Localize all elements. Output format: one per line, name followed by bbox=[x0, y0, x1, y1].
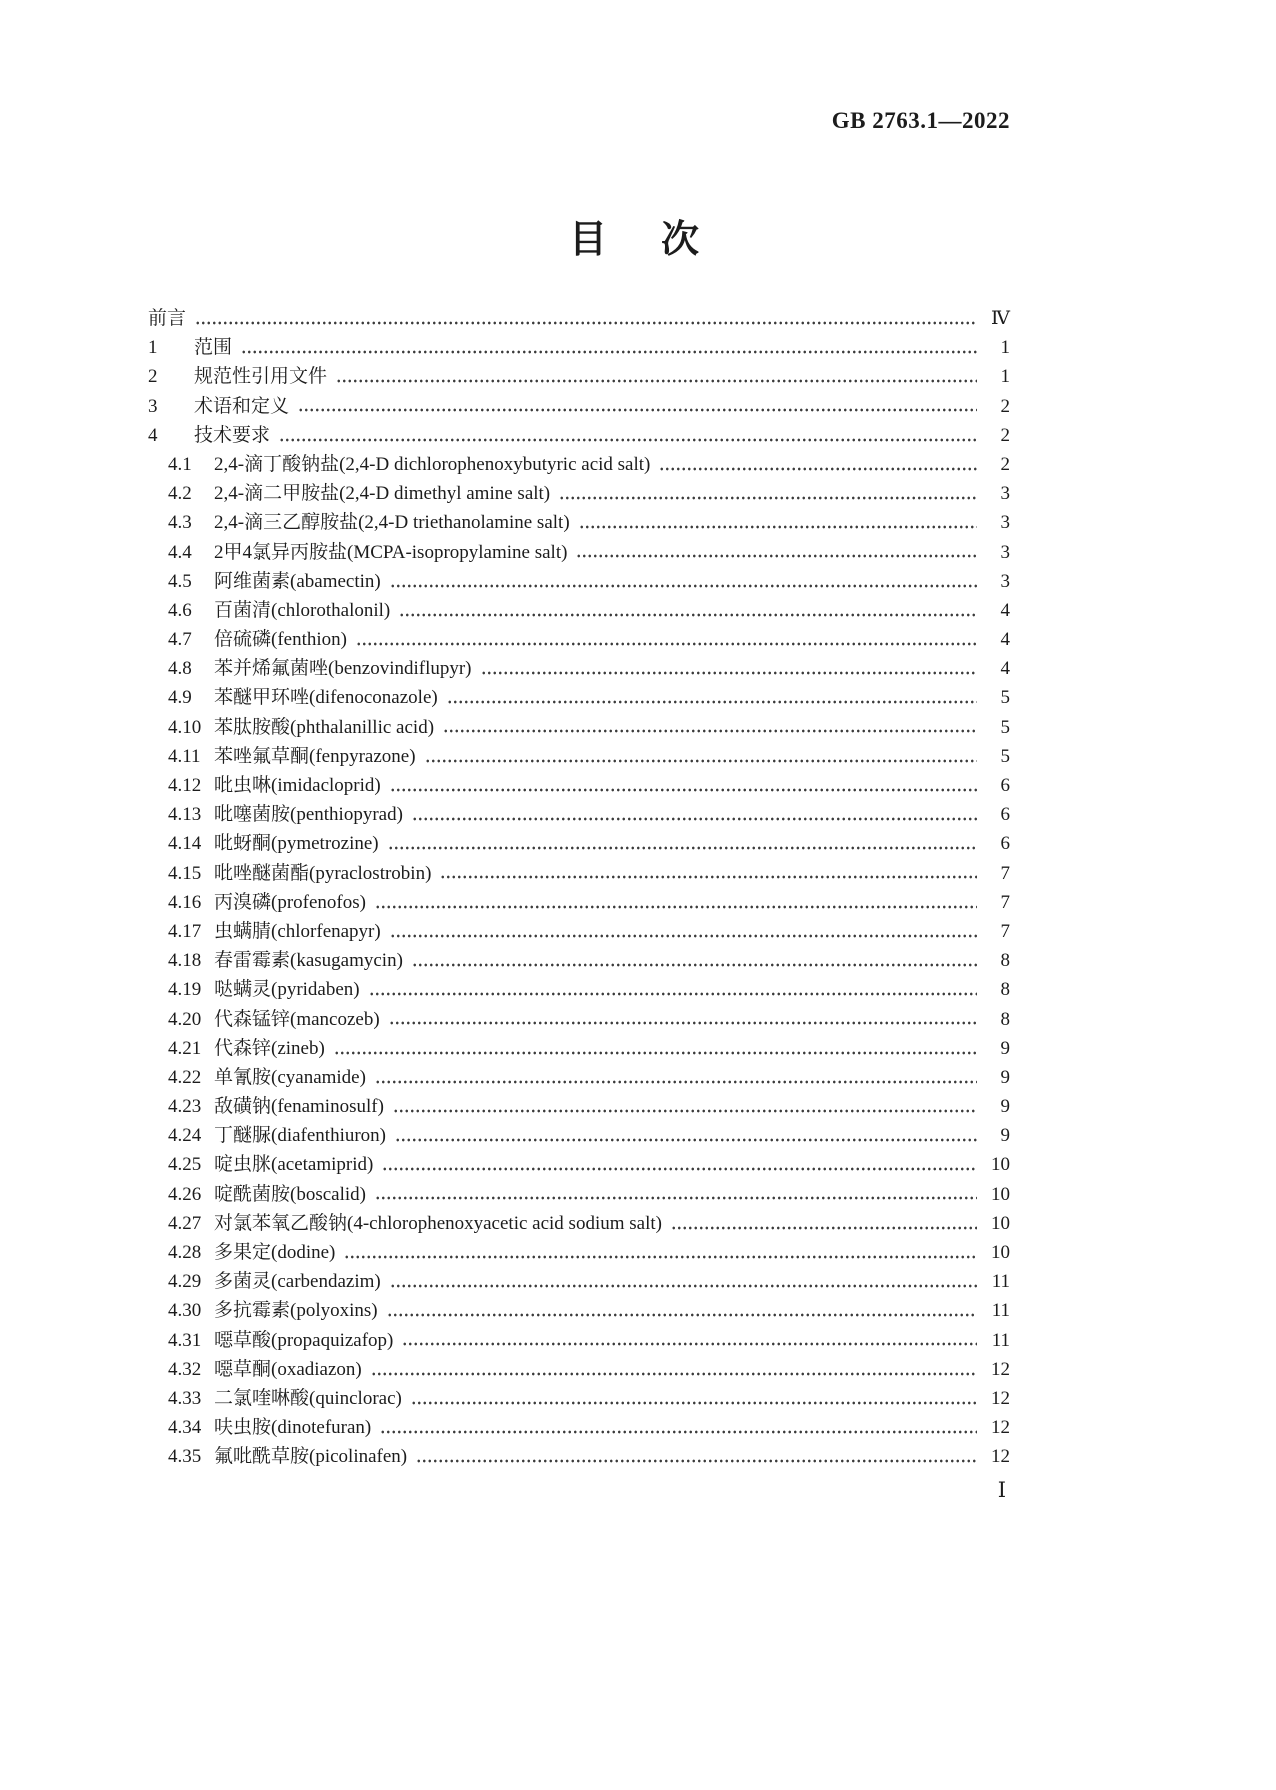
toc-entry-number: 4.25 bbox=[168, 1154, 202, 1176]
toc-entry-label: 吡蚜酮(pymetrozine) bbox=[214, 833, 379, 855]
dotted-leader bbox=[579, 508, 977, 537]
toc-entry-label: 丁醚脲(diafenthiuron) bbox=[214, 1125, 387, 1147]
toc-entry bbox=[148, 1209, 1010, 1238]
toc-entry-page: 11 bbox=[991, 1300, 1010, 1322]
toc-entry-label: 苯唑氟草酮(fenpyrazone) bbox=[214, 745, 416, 767]
toc-entry-label: 啶酰菌胺(boscalid) bbox=[214, 1183, 366, 1205]
toc-entry-label: 吡唑醚菌酯(pyraclostrobin) bbox=[214, 862, 432, 884]
toc-entry-number: 4.9 bbox=[168, 687, 192, 709]
toc-entry-page: 1 bbox=[1000, 366, 1010, 388]
toc-entry bbox=[148, 479, 1010, 508]
toc-entry-number: 4.32 bbox=[168, 1358, 202, 1380]
toc-entry-number: 3 bbox=[148, 395, 158, 417]
dotted-leader bbox=[393, 1092, 977, 1121]
dotted-leader bbox=[412, 946, 977, 975]
dotted-leader bbox=[390, 1267, 977, 1296]
toc-entry-page: 12 bbox=[991, 1417, 1010, 1439]
toc-entry-number: 4.20 bbox=[168, 1008, 202, 1030]
toc-entry-label: 噁草酸(propaquizafop) bbox=[214, 1329, 394, 1351]
toc-entry-page: 12 bbox=[991, 1358, 1010, 1380]
toc-entry-label: 代森锰锌(mancozeb) bbox=[214, 1008, 380, 1030]
toc-entry-label: 吡噻菌胺(penthiopyrad) bbox=[214, 804, 403, 826]
dotted-leader bbox=[195, 304, 977, 333]
toc-entry-number: 4.24 bbox=[168, 1125, 202, 1147]
toc-entry-page: 4 bbox=[1000, 599, 1010, 621]
toc-entry bbox=[148, 1034, 1010, 1063]
toc-entry-number: 4.18 bbox=[168, 950, 202, 972]
dotted-leader bbox=[334, 1034, 977, 1063]
dotted-leader bbox=[375, 1063, 977, 1092]
toc-entry bbox=[148, 1121, 1010, 1150]
toc-entry bbox=[148, 1267, 1010, 1296]
dotted-leader bbox=[389, 1005, 977, 1034]
toc-entry bbox=[148, 917, 1010, 946]
toc-entry bbox=[148, 450, 1010, 479]
toc-entry-label: 噁草酮(oxadiazon) bbox=[214, 1358, 362, 1380]
toc-entry-label: 春雷霉素(kasugamycin) bbox=[214, 950, 403, 972]
toc-entry-label: 苯肽胺酸(phthalanillic acid) bbox=[214, 716, 435, 738]
toc-entry bbox=[148, 596, 1010, 625]
toc-entry bbox=[148, 1296, 1010, 1325]
toc-entry-number: 4.35 bbox=[168, 1446, 202, 1468]
dotted-leader bbox=[371, 1355, 977, 1384]
toc-entry bbox=[148, 1180, 1010, 1209]
dotted-leader bbox=[659, 450, 977, 479]
toc-entry-page: 6 bbox=[1000, 804, 1010, 826]
dotted-leader bbox=[375, 888, 977, 917]
toc-entry-page: 11 bbox=[991, 1271, 1010, 1293]
toc-entry bbox=[148, 567, 1010, 596]
toc-entry-number: 4.21 bbox=[168, 1037, 202, 1059]
dotted-leader bbox=[382, 1150, 977, 1179]
toc-entry-label: 氟吡酰草胺(picolinafen) bbox=[214, 1446, 408, 1468]
toc-entry-number: 4 bbox=[148, 424, 158, 446]
toc-entry bbox=[148, 1355, 1010, 1384]
dotted-leader bbox=[576, 538, 977, 567]
toc-entry-page: 3 bbox=[1000, 483, 1010, 505]
toc-entry-number: 2 bbox=[148, 366, 158, 388]
toc-entry-page: 5 bbox=[1000, 687, 1010, 709]
toc-entry-label: 多抗霉素(polyoxins) bbox=[214, 1300, 378, 1322]
toc-entry-page: 12 bbox=[991, 1387, 1010, 1409]
toc-entry-label: 阿维菌素(abamectin) bbox=[214, 570, 381, 592]
toc-entry bbox=[148, 1413, 1010, 1442]
dotted-leader bbox=[344, 1238, 977, 1267]
dotted-leader bbox=[412, 800, 977, 829]
toc-entry-page: 12 bbox=[991, 1446, 1010, 1468]
toc-entry-page: 9 bbox=[1000, 1125, 1010, 1147]
dotted-leader bbox=[402, 1326, 977, 1355]
toc-entry-page: 6 bbox=[1000, 775, 1010, 796]
toc-entry-number: 4.4 bbox=[168, 541, 192, 563]
toc-entry bbox=[148, 392, 1010, 421]
toc-entry-number: 4.34 bbox=[168, 1417, 202, 1439]
toc-entry bbox=[148, 1238, 1010, 1267]
dotted-leader bbox=[440, 859, 977, 888]
dotted-leader bbox=[671, 1209, 977, 1238]
dotted-leader bbox=[395, 1121, 977, 1150]
toc-entry bbox=[148, 888, 1010, 917]
toc-entry-number: 4.15 bbox=[168, 862, 202, 884]
toc-entry-page: 11 bbox=[991, 1329, 1010, 1351]
dotted-leader bbox=[443, 713, 977, 742]
toc-entry bbox=[148, 421, 1010, 450]
toc-entry-label: 对氯苯氧乙酸钠(4-chlorophenoxyacetic acid sodium salt) bbox=[214, 1212, 662, 1234]
toc-entry bbox=[148, 333, 1010, 362]
toc-entry-label: 呋虫胺(dinotefuran) bbox=[214, 1417, 372, 1439]
toc-entry bbox=[148, 304, 1010, 333]
toc-entry bbox=[148, 975, 1010, 1004]
toc-entry-page: 3 bbox=[1000, 512, 1010, 534]
toc-entry-number: 4.12 bbox=[168, 775, 202, 796]
toc-entry-label: 苯醚甲环唑(difenoconazole) bbox=[214, 687, 438, 709]
toc-entry-label: 倍硫磷(fenthion) bbox=[214, 629, 347, 651]
toc-entry-label: 苯并烯氟菌唑(benzovindiflupyr) bbox=[214, 658, 472, 680]
toc-list bbox=[148, 304, 1010, 1472]
toc-entry-label: 代森锌(zineb) bbox=[214, 1037, 325, 1059]
toc-entry-page: 5 bbox=[1000, 745, 1010, 767]
dotted-leader bbox=[416, 1442, 977, 1471]
toc-entry-number: 4.22 bbox=[168, 1066, 202, 1088]
toc-entry-number: 4.31 bbox=[168, 1329, 202, 1351]
toc-entry-label: 2,4-滴三乙醇胺盐(2,4-D triethanolamine salt) bbox=[214, 512, 570, 534]
toc-entry-number: 4.27 bbox=[168, 1212, 202, 1234]
toc-entry bbox=[148, 859, 1010, 888]
page-number: Ⅰ bbox=[997, 1478, 1006, 1502]
dotted-leader bbox=[390, 567, 977, 596]
toc-entry-page: 9 bbox=[1000, 1037, 1010, 1059]
toc-entry-label: 范围 bbox=[194, 337, 233, 359]
toc-entry-label: 术语和定义 bbox=[194, 395, 290, 417]
toc-entry bbox=[148, 946, 1010, 975]
toc-entry-label: 2,4-滴丁酸钠盐(2,4-D dichlorophenoxybutyric acid salt) bbox=[214, 453, 651, 475]
page-title: 目 次 bbox=[568, 219, 707, 261]
toc-entry-label: 百菌清(chlorothalonil) bbox=[214, 599, 391, 621]
toc-entry bbox=[148, 800, 1010, 829]
toc-entry bbox=[148, 1092, 1010, 1121]
dotted-leader bbox=[390, 771, 977, 800]
toc-entry-page: 1 bbox=[1000, 337, 1010, 359]
toc-entry-number: 1 bbox=[148, 337, 158, 359]
toc-entry bbox=[148, 1150, 1010, 1179]
toc-entry-number: 4.26 bbox=[168, 1183, 202, 1205]
toc-entry-page: 7 bbox=[1000, 891, 1010, 913]
toc-entry-page: 8 bbox=[1000, 1008, 1010, 1030]
toc-entry-number: 4.33 bbox=[168, 1387, 202, 1409]
toc-entry-number: 4.2 bbox=[168, 483, 192, 505]
toc-entry-number: 4.23 bbox=[168, 1096, 202, 1118]
dotted-leader bbox=[481, 654, 977, 683]
toc-entry bbox=[148, 1005, 1010, 1034]
toc-entry-number: 4.3 bbox=[168, 512, 192, 534]
toc-entry-label: 多果定(dodine) bbox=[214, 1242, 336, 1263]
toc-entry-number: 4.13 bbox=[168, 804, 202, 826]
toc-entry-label: 单氰胺(cyanamide) bbox=[214, 1066, 366, 1088]
toc-entry-page: 7 bbox=[1000, 862, 1010, 884]
toc-entry-label: 多菌灵(carbendazim) bbox=[214, 1271, 381, 1293]
toc-entry-label: 吡虫啉(imidacloprid) bbox=[214, 775, 381, 796]
toc-entry-number: 4.5 bbox=[168, 570, 192, 592]
toc-entry-page: 10 bbox=[991, 1212, 1010, 1234]
toc-entry-number: 4.7 bbox=[168, 629, 192, 651]
toc-entry-number: 4.14 bbox=[168, 833, 202, 855]
toc-entry-page: 3 bbox=[1000, 570, 1010, 592]
toc-entry-number: 4.6 bbox=[168, 599, 192, 621]
toc-entry-number: 4.19 bbox=[168, 979, 202, 1001]
toc-entry-label: 虫螨腈(chlorfenapyr) bbox=[214, 920, 381, 942]
dotted-leader bbox=[399, 596, 977, 625]
toc-entry-number: 4.11 bbox=[168, 745, 201, 767]
toc-entry bbox=[148, 1326, 1010, 1355]
toc-entry bbox=[148, 1442, 1010, 1471]
dotted-leader bbox=[447, 683, 977, 712]
dotted-leader bbox=[375, 1180, 977, 1209]
toc-entry-page: 10 bbox=[991, 1154, 1010, 1176]
toc-entry bbox=[148, 508, 1010, 537]
toc-entry-page: 7 bbox=[1000, 920, 1010, 942]
dotted-leader bbox=[387, 1296, 977, 1325]
toc-entry-label: 二氯喹啉酸(quinclorac) bbox=[214, 1387, 402, 1409]
toc-entry bbox=[148, 1063, 1010, 1092]
toc-entry bbox=[148, 625, 1010, 654]
dotted-leader bbox=[298, 392, 977, 421]
toc-entry-page: 2 bbox=[1000, 395, 1010, 417]
toc-entry-label: 敌磺钠(fenaminosulf) bbox=[214, 1096, 384, 1118]
toc-entry-label: 啶虫脒(acetamiprid) bbox=[214, 1154, 374, 1176]
toc-entry-page: 2 bbox=[1000, 424, 1010, 446]
toc-entry-page: 6 bbox=[1000, 833, 1010, 855]
toc-entry-label: 2,4-滴二甲胺盐(2,4-D dimethyl amine salt) bbox=[214, 483, 551, 505]
toc-entry-page: 4 bbox=[1000, 629, 1010, 651]
toc-entry-number: 4.16 bbox=[168, 891, 202, 913]
toc-entry bbox=[148, 362, 1010, 391]
toc-entry-page: 10 bbox=[991, 1183, 1010, 1205]
toc-entry-number: 4.8 bbox=[168, 658, 192, 680]
toc-entry bbox=[148, 771, 1010, 800]
toc-entry-label: 规范性引用文件 bbox=[194, 366, 328, 388]
toc-entry-page: 9 bbox=[1000, 1066, 1010, 1088]
dotted-leader bbox=[369, 975, 977, 1004]
dotted-leader bbox=[425, 742, 977, 771]
toc-entry-page: 10 bbox=[991, 1242, 1010, 1263]
dotted-leader bbox=[279, 421, 977, 450]
toc-entry-number: 4.1 bbox=[168, 453, 192, 475]
toc-entry-page: 2 bbox=[1000, 453, 1010, 475]
toc-entry bbox=[148, 683, 1010, 712]
toc-entry bbox=[148, 829, 1010, 858]
toc-entry-page: Ⅳ bbox=[991, 308, 1010, 329]
toc-entry bbox=[148, 654, 1010, 683]
toc-entry-number: 4.28 bbox=[168, 1242, 202, 1263]
toc-entry bbox=[148, 1384, 1010, 1413]
toc-entry-page: 8 bbox=[1000, 979, 1010, 1001]
toc-entry bbox=[148, 538, 1010, 567]
dotted-leader bbox=[388, 829, 977, 858]
dotted-leader bbox=[356, 625, 977, 654]
dotted-leader bbox=[241, 333, 977, 362]
toc-entry bbox=[148, 713, 1010, 742]
toc-entry bbox=[148, 742, 1010, 771]
toc-entry-label: 丙溴磷(profenofos) bbox=[214, 891, 366, 913]
dotted-leader bbox=[336, 362, 977, 391]
dotted-leader bbox=[390, 917, 977, 946]
toc-entry-number: 4.30 bbox=[168, 1300, 202, 1322]
toc-entry-page: 8 bbox=[1000, 950, 1010, 972]
toc-entry-page: 4 bbox=[1000, 658, 1010, 680]
dotted-leader bbox=[380, 1413, 977, 1442]
toc-entry-page: 5 bbox=[1000, 716, 1010, 738]
doc-number: GB 2763.1—2022 bbox=[831, 108, 1010, 133]
toc-entry-page: 9 bbox=[1000, 1096, 1010, 1118]
dotted-leader bbox=[559, 479, 977, 508]
toc-entry-number: 4.17 bbox=[168, 920, 202, 942]
toc-entry-label: 2甲4氯异丙胺盐(MCPA-isopropylamine salt) bbox=[214, 541, 568, 563]
toc-entry-label: 技术要求 bbox=[194, 424, 271, 446]
toc-entry-number: 4.29 bbox=[168, 1271, 202, 1293]
toc-entry-number: 4.10 bbox=[168, 716, 202, 738]
toc-entry-label: 哒螨灵(pyridaben) bbox=[214, 979, 360, 1001]
toc-entry-label: 前言 bbox=[148, 308, 187, 329]
dotted-leader bbox=[411, 1384, 977, 1413]
toc-entry-page: 3 bbox=[1000, 541, 1010, 563]
